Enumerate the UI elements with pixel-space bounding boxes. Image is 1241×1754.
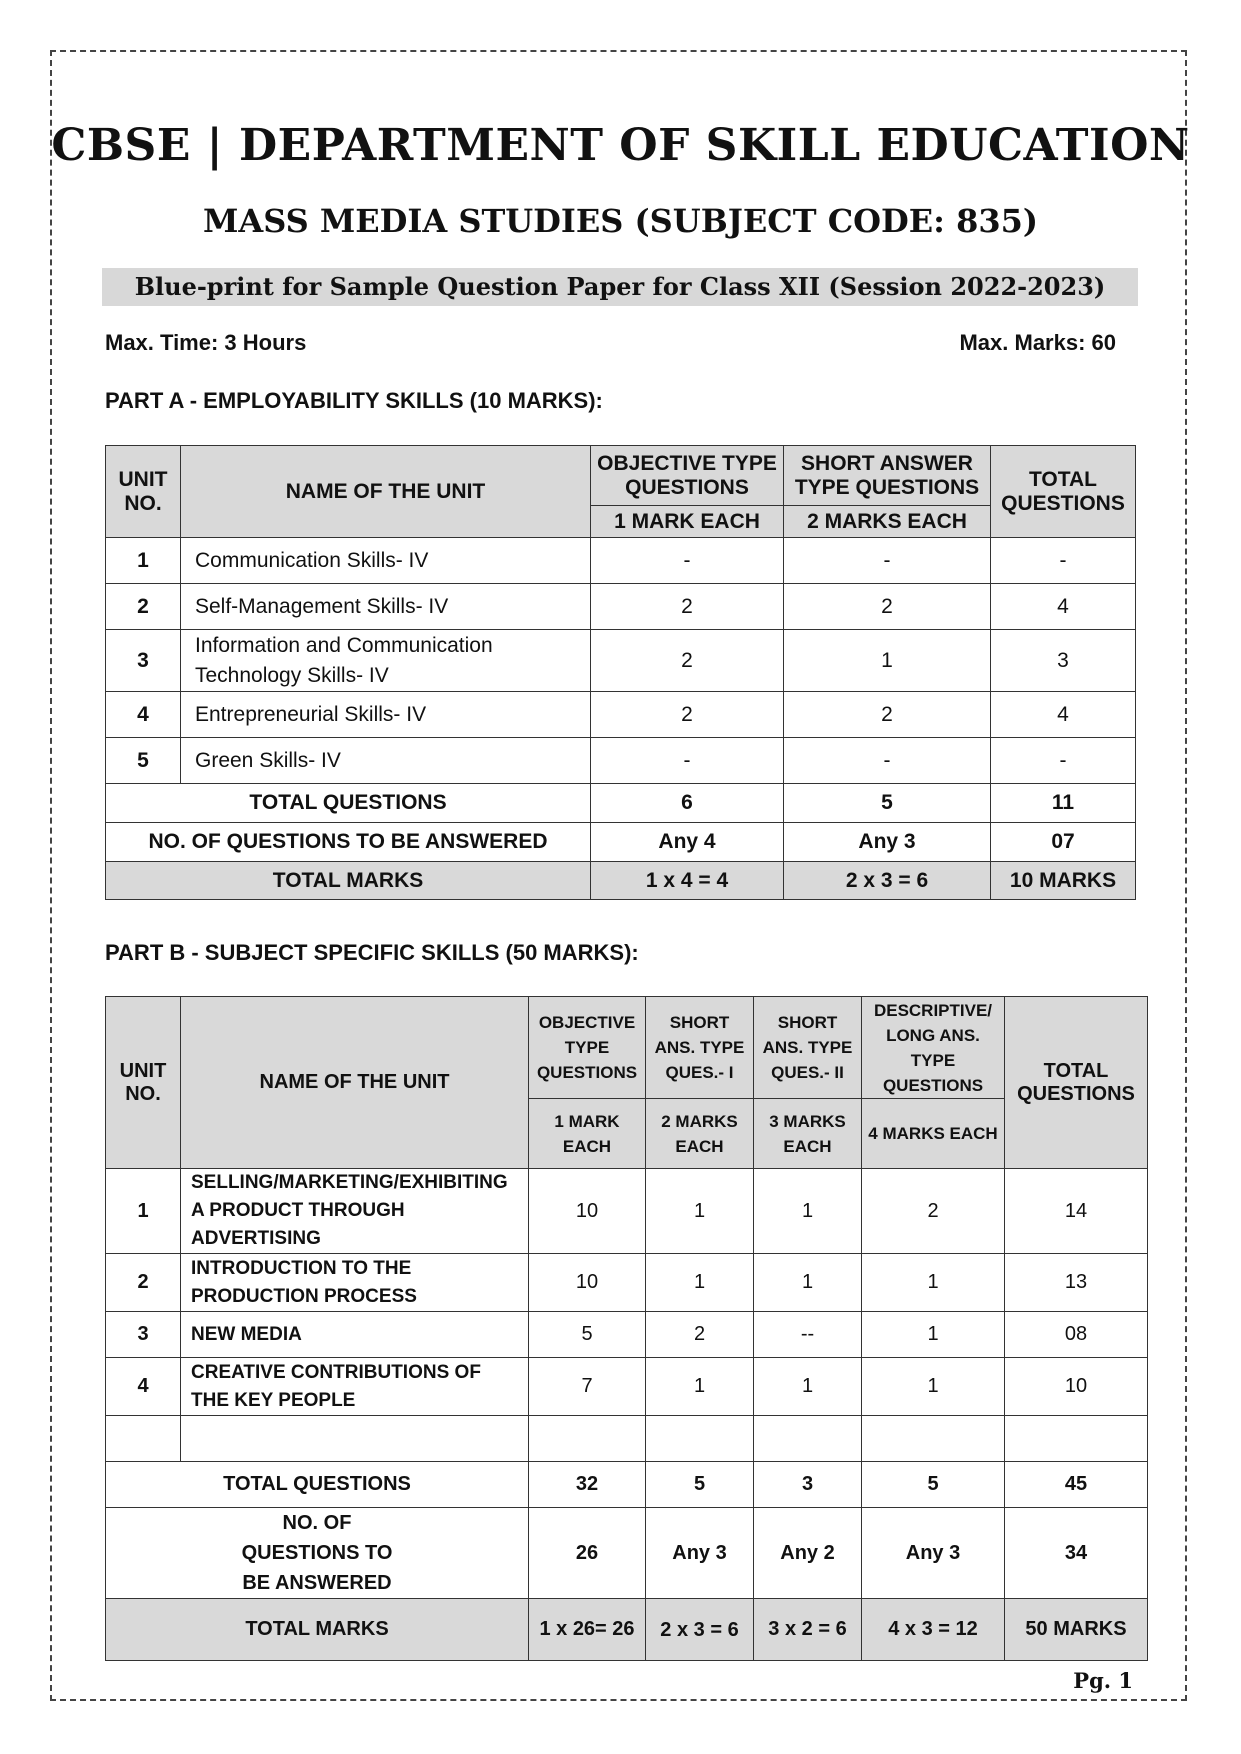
- table-row: [106, 584, 1136, 630]
- page-title: CBSE | DEPARTMENT OF SKILL EDUCATION: [51, 120, 1190, 171]
- total-short-1: 5: [646, 1462, 754, 1508]
- header-objective-marks: 1 MARK EACH: [591, 506, 784, 538]
- total-questions-label: TOTAL QUESTIONS: [106, 1462, 529, 1508]
- to-answer-label: NO. OF QUESTIONS TO BE ANSWERED: [106, 823, 591, 862]
- part-b-heading: PART B - SUBJECT SPECIFIC SKILLS (50 MARKS):: [105, 940, 639, 965]
- empty-cell: [106, 1416, 181, 1462]
- unit-name: Self-Management Skills- IV: [181, 584, 591, 630]
- header-objective: OBJECTIVE TYPE QUESTIONS: [529, 997, 646, 1099]
- unit-name: Communication Skills- IV: [181, 538, 591, 584]
- total-short: 5: [784, 784, 991, 823]
- short-1-count: 1: [646, 1254, 754, 1312]
- total-count: 4: [991, 584, 1136, 630]
- long-count: 1: [862, 1312, 1005, 1358]
- part-a-table: [105, 445, 1136, 900]
- total-all: 11: [991, 784, 1136, 823]
- unit-no: 2: [106, 584, 181, 630]
- marks-total: 10 MARKS: [991, 862, 1136, 900]
- max-time: Max. Time: 3 Hours: [105, 330, 307, 355]
- short-1-count: 1: [646, 1169, 754, 1254]
- empty-cell: [1005, 1416, 1148, 1462]
- header-unit-no: UNIT NO.: [106, 997, 181, 1169]
- table-row: [106, 1169, 1148, 1254]
- header-long-marks: 4 MARKS EACH: [862, 1099, 1005, 1169]
- answer-total: 07: [991, 823, 1136, 862]
- marks-objective: 1 x 4 = 4: [591, 862, 784, 900]
- header-objective: OBJECTIVE TYPE QUESTIONS: [591, 446, 784, 506]
- marks-long: 4 x 3 = 12: [862, 1599, 1005, 1661]
- long-count: 1: [862, 1358, 1005, 1416]
- page-subtitle: MASS MEDIA STUDIES (SUBJECT CODE: 835): [202, 202, 1039, 240]
- total-count: 3: [991, 630, 1136, 692]
- header-short-marks: 2 MARKS EACH: [784, 506, 991, 538]
- total-marks-label: TOTAL MARKS: [106, 862, 591, 900]
- objective-count: 5: [529, 1312, 646, 1358]
- total-marks-label: TOTAL MARKS: [106, 1599, 529, 1661]
- blueprint-banner: Blue-print for Sample Question Paper for Class XII (Session 2022-2023): [102, 268, 1138, 306]
- unit-no: 4: [106, 1358, 181, 1416]
- header-short-2-marks: 3 MARKS EACH: [754, 1099, 862, 1169]
- answer-objective: Any 4: [591, 823, 784, 862]
- total-short-2: 3: [754, 1462, 862, 1508]
- objective-count: 10: [529, 1254, 646, 1312]
- to-answer-row: [106, 823, 1136, 862]
- short-1-count: 1: [646, 1358, 754, 1416]
- part-a-heading: PART A - EMPLOYABILITY SKILLS (10 MARKS):: [105, 388, 603, 413]
- marks-short-2: 3 x 2 = 6: [754, 1599, 862, 1661]
- header-total: TOTAL QUESTIONS: [991, 446, 1136, 538]
- empty-row: [106, 1416, 1148, 1462]
- header-short-2: SHORT ANS. TYPE QUES.- II: [754, 997, 862, 1099]
- total-count: -: [991, 538, 1136, 584]
- objective-count: 10: [529, 1169, 646, 1254]
- empty-cell: [754, 1416, 862, 1462]
- total-count: 08: [1005, 1312, 1148, 1358]
- unit-no: 1: [106, 538, 181, 584]
- objective-count: 2: [591, 692, 784, 738]
- empty-cell: [646, 1416, 754, 1462]
- total-count: 4: [991, 692, 1136, 738]
- answer-long: Any 3: [862, 1508, 1005, 1599]
- total-count: 10: [1005, 1358, 1148, 1416]
- table-row: [106, 1358, 1148, 1416]
- short-count: -: [784, 738, 991, 784]
- unit-no: 2: [106, 1254, 181, 1312]
- marks-total: 50 MARKS: [1005, 1599, 1148, 1661]
- total-all: 45: [1005, 1462, 1148, 1508]
- total-questions-row: [106, 1462, 1148, 1508]
- long-count: 1: [862, 1254, 1005, 1312]
- total-marks-row: [106, 862, 1136, 900]
- page-number: Pg. 1: [1073, 1668, 1133, 1693]
- total-long: 5: [862, 1462, 1005, 1508]
- short-2-count: --: [754, 1312, 862, 1358]
- marks-short-1: 2 x 3 = 6: [646, 1599, 754, 1661]
- table-row: [106, 630, 1136, 692]
- table-row: [106, 1312, 1148, 1358]
- header-long: DESCRIPTIVE/ LONG ANS. TYPE QUESTIONS: [862, 997, 1005, 1099]
- short-2-count: 1: [754, 1358, 862, 1416]
- empty-cell: [529, 1416, 646, 1462]
- objective-count: 2: [591, 584, 784, 630]
- unit-no: 3: [106, 630, 181, 692]
- max-marks: Max. Marks: 60: [959, 330, 1116, 355]
- unit-name: Entrepreneurial Skills- IV: [181, 692, 591, 738]
- objective-count: -: [591, 538, 784, 584]
- objective-count: 7: [529, 1358, 646, 1416]
- short-count: 2: [784, 584, 991, 630]
- unit-name: SELLING/MARKETING/EXHIBITING A PRODUCT THROUGH ADVERTISING: [181, 1169, 529, 1254]
- total-objective: 32: [529, 1462, 646, 1508]
- header-short-answer: SHORT ANSWER TYPE QUESTIONS: [784, 446, 991, 506]
- to-answer-row: [106, 1508, 1148, 1599]
- answer-short-1: Any 3: [646, 1508, 754, 1599]
- unit-name: NEW MEDIA: [181, 1312, 529, 1358]
- marks-short: 2 x 3 = 6: [784, 862, 991, 900]
- short-count: -: [784, 538, 991, 584]
- table-row: [106, 1254, 1148, 1312]
- total-count: 13: [1005, 1254, 1148, 1312]
- header-short-1-marks: 2 MARKS EACH: [646, 1099, 754, 1169]
- header-objective-marks: 1 MARK EACH: [529, 1099, 646, 1169]
- short-2-count: 1: [754, 1169, 862, 1254]
- total-count: -: [991, 738, 1136, 784]
- unit-no: 5: [106, 738, 181, 784]
- objective-count: 2: [591, 630, 784, 692]
- total-questions-label: TOTAL QUESTIONS: [106, 784, 591, 823]
- answer-short: Any 3: [784, 823, 991, 862]
- total-objective: 6: [591, 784, 784, 823]
- empty-cell: [862, 1416, 1005, 1462]
- short-1-count: 2: [646, 1312, 754, 1358]
- table-row: [106, 692, 1136, 738]
- long-count: 2: [862, 1169, 1005, 1254]
- answer-objective: 26: [529, 1508, 646, 1599]
- empty-cell: [181, 1416, 529, 1462]
- header-unit-no: UNIT NO.: [106, 446, 181, 538]
- unit-name: Information and Communication Technology Skills- IV: [181, 630, 591, 692]
- header-total: TOTAL QUESTIONS: [1005, 997, 1148, 1169]
- marks-objective: 1 x 26= 26: [529, 1599, 646, 1661]
- table-row: [106, 738, 1136, 784]
- unit-name: INTRODUCTION TO THE PRODUCTION PROCESS: [181, 1254, 529, 1312]
- unit-no: 1: [106, 1169, 181, 1254]
- header-unit-name: NAME OF THE UNIT: [181, 997, 529, 1169]
- short-2-count: 1: [754, 1254, 862, 1312]
- total-count: 14: [1005, 1169, 1148, 1254]
- to-answer-label: NO. OF QUESTIONS TO BE ANSWERED: [106, 1508, 529, 1599]
- short-count: 2: [784, 692, 991, 738]
- unit-name: CREATIVE CONTRIBUTIONS OF THE KEY PEOPLE: [181, 1358, 529, 1416]
- unit-no: 3: [106, 1312, 181, 1358]
- short-count: 1: [784, 630, 991, 692]
- header-short-1: SHORT ANS. TYPE QUES.- I: [646, 997, 754, 1099]
- total-questions-row: [106, 784, 1136, 823]
- header-unit-name: NAME OF THE UNIT: [181, 446, 591, 538]
- unit-no: 4: [106, 692, 181, 738]
- objective-count: -: [591, 738, 784, 784]
- part-b-table: [105, 996, 1148, 1661]
- total-marks-row: [106, 1599, 1148, 1661]
- unit-name: Green Skills- IV: [181, 738, 591, 784]
- table-row: [106, 538, 1136, 584]
- answer-short-2: Any 2: [754, 1508, 862, 1599]
- answer-total: 34: [1005, 1508, 1148, 1599]
